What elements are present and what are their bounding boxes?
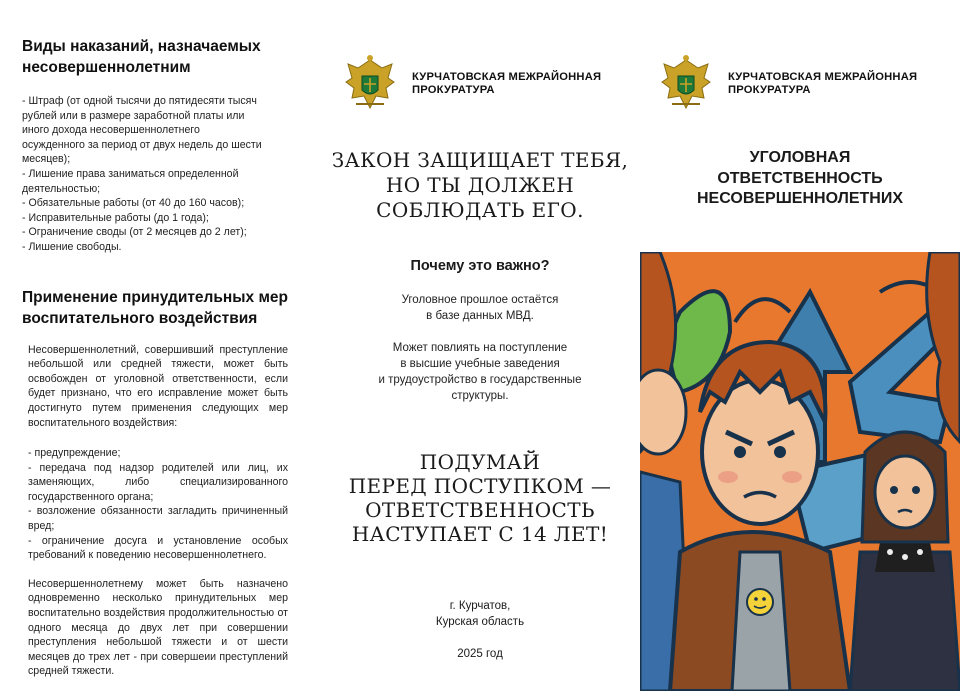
measures-title-line1: Применение принудительных мер [22,288,289,306]
list-item: месяцев); [22,153,71,166]
list-item: - Лишение права заниматься определенной [22,167,239,180]
why-p1-line2: в базе данных МВД. [426,310,534,322]
measures-title [22,287,320,329]
title-line3: НЕСОВЕРШЕННОЛЕТНИХ [696,190,904,207]
list-item: иного дохода несовершеннолетнего [22,124,200,137]
list-item: - предупреждение; [28,447,121,460]
list-item: - Ограничение своды (от 2 месяцев до 2 лет); [22,226,247,239]
punishments-list [22,94,282,255]
slogan [320,148,640,223]
think-before-acting [320,450,640,546]
slogan-line2: НО ТЫ ДОЛЖЕН [385,173,575,197]
girl-character [850,432,960,691]
city: г. Курчатов, [449,600,511,612]
right-panel [640,0,960,691]
punishments-title-line2: несовершеннолетним [22,59,191,76]
list-item: осужденного за период от двух недель до шести [22,138,262,151]
list-item: - возложение обязанности загладить причиненный вред; [28,505,288,533]
think-line4: НАСТУПАЕТ С 14 ЛЕТ! [351,522,609,546]
list-item: - передача под надзор родителей или лиц, их заменяющих, либо специализированного государственного органа; [28,461,288,503]
list-item: - Лишение свободы. [22,240,122,253]
prosecutor-emblem-icon [342,54,398,114]
list-item: - Штраф (от одной тысячи до пятидесяти тысяч [22,95,257,107]
org-name-line2: ПРОКУРАТУРА [412,84,495,96]
year: 2025 год [457,648,503,660]
why-paragraph-1 [320,292,640,324]
think-line2: ПЕРЕД ПОСТУПКОМ — [348,474,612,498]
region: Курская область [435,616,525,628]
list-item: деятельностью; [22,182,101,195]
think-line3: ОТВЕТСТВЕННОСТЬ [365,498,595,522]
why-p2-line2: в высшие учебные заведения [400,358,560,370]
right-header [658,54,917,114]
why-p1-line1: Уголовное прошлое остаётся [401,294,559,306]
why-p2-line1: Может повлиять на поступление [392,342,568,354]
list-item: - ограничение досуга и установление особых требований к поведению несовершеннолетнего. [28,534,288,562]
brochure-title [640,148,960,210]
org-name-line1: КУРЧАТОВСКАЯ МЕЖРАЙОННАЯ [412,70,602,83]
measures-list [22,446,288,563]
measures-closing: Несовершеннолетнему может быть назначено одновременно несколько принудительных мер воспитательно воздействия продолжительностью от одного месяца до двух лет при совершении преступления небольшой тяжести и от шести месяцев до трех лет - при совершеии преступлений средней тяжести. [28,577,288,678]
title-line2: ОТВЕТСТВЕННОСТЬ [717,169,883,187]
list-item: - Исправительные работы (до 1 года); [22,211,209,224]
measures-title-line2: воспитательного воздействия [22,309,258,327]
why-paragraph-2 [320,340,640,404]
title-line1: УГОЛОВНАЯ [749,149,851,166]
list-item: рублей или в размере заработной платы или [22,109,245,122]
org-name-line2: ПРОКУРАТУРА [728,84,811,96]
middle-header [342,54,601,114]
org-name-line1: КУРЧАТОВСКАЯ МЕЖРАЙОННАЯ [728,70,918,83]
punishments-title-line1: Виды наказаний, назначаемых [22,38,261,55]
middle-panel [320,0,640,691]
location-block [320,598,640,662]
think-line1: ПОДУМАЙ [419,450,541,474]
measures-intro: Несовершеннолетний, совершивший преступление небольшой или средней тяжести, может быть освобожден от уголовной ответственности, если будет признано, что его исправление может быть достигнуто путем применения следующих мер воспитательного воздействия: [28,343,288,429]
why-important-text [320,292,640,404]
left-panel [0,0,320,691]
why-important-title: Почему это важно? [410,258,550,274]
slogan-line1: ЗАКОН ЗАЩИЩАЕТ ТЕБЯ, [331,148,629,172]
org-name [728,71,917,98]
punishments-title [22,36,320,78]
cover-illustration [640,252,960,691]
list-item: - Обязательные работы (от 40 до 160 часов); [22,197,245,210]
why-p2-line3: и трудоустройство в государственные [378,374,582,386]
slogan-line3: СОБЛЮДАТЬ ЕГО. [376,198,584,222]
why-p2-line4: структуры. [451,390,509,402]
org-name [412,71,601,98]
prosecutor-emblem-icon [658,54,714,114]
